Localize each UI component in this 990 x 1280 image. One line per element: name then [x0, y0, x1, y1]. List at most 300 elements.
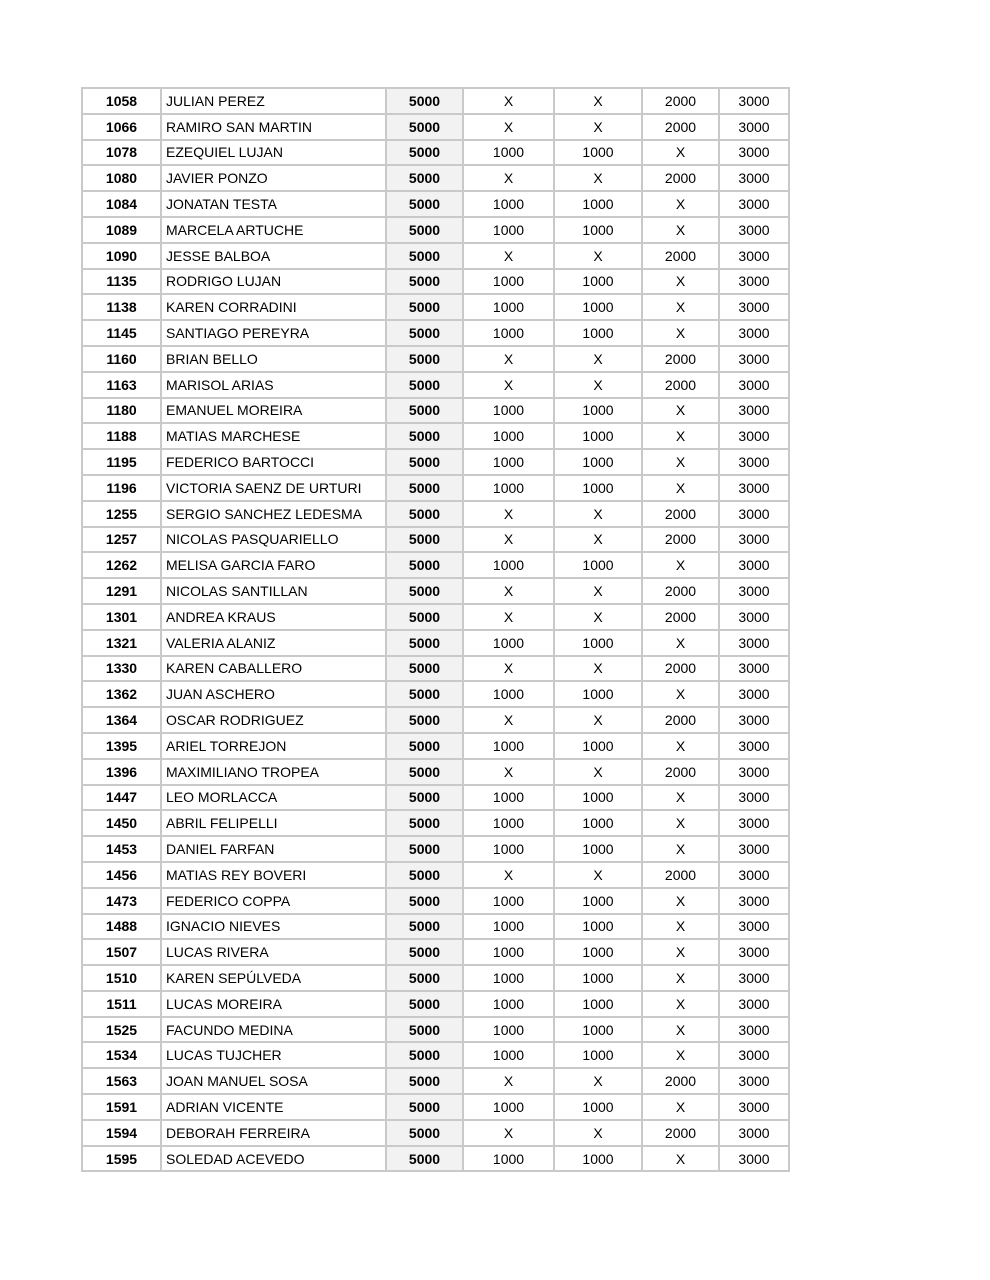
- table-row: [83, 424, 790, 450]
- amount-cell-2: X: [555, 1069, 643, 1095]
- name-cell: JESSE BALBOA: [162, 244, 387, 270]
- amount-cell-2: 1000: [555, 218, 643, 244]
- amount-cell-2: 1000: [555, 1095, 643, 1121]
- amount-cell-4: 3000: [720, 1018, 790, 1044]
- name-cell: NICOLAS SANTILLAN: [162, 579, 387, 605]
- total-cell: 5000: [387, 141, 464, 167]
- table-row: [83, 192, 790, 218]
- amount-cell-3: 2000: [643, 115, 720, 141]
- amount-cell-1: X: [464, 1069, 555, 1095]
- name-cell: JUAN ASCHERO: [162, 682, 387, 708]
- amount-cell-1: X: [464, 502, 555, 528]
- amount-cell-4: 3000: [720, 295, 790, 321]
- amount-cell-3: X: [643, 682, 720, 708]
- amount-cell-3: X: [643, 270, 720, 296]
- name-cell: JULIAN PEREZ: [162, 89, 387, 115]
- table-row: [83, 1043, 790, 1069]
- amount-cell-4: 3000: [720, 244, 790, 270]
- table-row: [83, 811, 790, 837]
- data-table: [81, 87, 790, 1172]
- amount-cell-3: 2000: [643, 863, 720, 889]
- amount-cell-1: 1000: [464, 141, 555, 167]
- amount-cell-1: 1000: [464, 1018, 555, 1044]
- id-cell: 1180: [83, 399, 162, 425]
- name-cell: IGNACIO NIEVES: [162, 915, 387, 941]
- amount-cell-2: 1000: [555, 940, 643, 966]
- amount-cell-4: 3000: [720, 579, 790, 605]
- amount-cell-2: X: [555, 579, 643, 605]
- table-row: [83, 682, 790, 708]
- amount-cell-2: X: [555, 708, 643, 734]
- amount-cell-1: 1000: [464, 992, 555, 1018]
- id-cell: 1255: [83, 502, 162, 528]
- amount-cell-3: X: [643, 966, 720, 992]
- total-cell: 5000: [387, 295, 464, 321]
- amount-cell-1: 1000: [464, 889, 555, 915]
- amount-cell-1: 1000: [464, 1147, 555, 1173]
- amount-cell-4: 3000: [720, 218, 790, 244]
- amount-cell-3: X: [643, 734, 720, 760]
- amount-cell-2: X: [555, 373, 643, 399]
- total-cell: 5000: [387, 708, 464, 734]
- table-row: [83, 940, 790, 966]
- amount-cell-2: 1000: [555, 631, 643, 657]
- amount-cell-4: 3000: [720, 811, 790, 837]
- name-cell: JONATAN TESTA: [162, 192, 387, 218]
- total-cell: 5000: [387, 476, 464, 502]
- amount-cell-3: X: [643, 424, 720, 450]
- table-row: [83, 863, 790, 889]
- total-cell: 5000: [387, 270, 464, 296]
- table-row: [83, 321, 790, 347]
- amount-cell-4: 3000: [720, 1147, 790, 1173]
- id-cell: 1078: [83, 141, 162, 167]
- name-cell: MARISOL ARIAS: [162, 373, 387, 399]
- amount-cell-2: X: [555, 657, 643, 683]
- table-row: [83, 889, 790, 915]
- table-row: [83, 1069, 790, 1095]
- name-cell: EMANUEL MOREIRA: [162, 399, 387, 425]
- amount-cell-3: 2000: [643, 166, 720, 192]
- id-cell: 1591: [83, 1095, 162, 1121]
- amount-cell-4: 3000: [720, 1043, 790, 1069]
- name-cell: FACUNDO MEDINA: [162, 1018, 387, 1044]
- total-cell: 5000: [387, 218, 464, 244]
- name-cell: KAREN SEPÚLVEDA: [162, 966, 387, 992]
- table-row: [83, 528, 790, 554]
- total-cell: 5000: [387, 734, 464, 760]
- amount-cell-3: X: [643, 1043, 720, 1069]
- amount-cell-4: 3000: [720, 966, 790, 992]
- amount-cell-1: X: [464, 166, 555, 192]
- amount-cell-2: 1000: [555, 966, 643, 992]
- name-cell: LEO MORLACCA: [162, 786, 387, 812]
- amount-cell-1: 1000: [464, 424, 555, 450]
- table-row: [83, 786, 790, 812]
- amount-cell-2: 1000: [555, 1043, 643, 1069]
- total-cell: 5000: [387, 450, 464, 476]
- table-row: [83, 1121, 790, 1147]
- amount-cell-4: 3000: [720, 657, 790, 683]
- amount-cell-4: 3000: [720, 424, 790, 450]
- total-cell: 5000: [387, 682, 464, 708]
- amount-cell-1: 1000: [464, 966, 555, 992]
- amount-cell-1: X: [464, 863, 555, 889]
- total-cell: 5000: [387, 424, 464, 450]
- amount-cell-2: X: [555, 1121, 643, 1147]
- amount-cell-4: 3000: [720, 502, 790, 528]
- amount-cell-2: 1000: [555, 295, 643, 321]
- amount-cell-1: X: [464, 347, 555, 373]
- id-cell: 1594: [83, 1121, 162, 1147]
- amount-cell-3: X: [643, 992, 720, 1018]
- total-cell: 5000: [387, 166, 464, 192]
- total-cell: 5000: [387, 966, 464, 992]
- id-cell: 1188: [83, 424, 162, 450]
- total-cell: 5000: [387, 528, 464, 554]
- amount-cell-4: 3000: [720, 347, 790, 373]
- amount-cell-4: 3000: [720, 837, 790, 863]
- amount-cell-3: 2000: [643, 605, 720, 631]
- amount-cell-1: 1000: [464, 682, 555, 708]
- id-cell: 1453: [83, 837, 162, 863]
- amount-cell-1: 1000: [464, 218, 555, 244]
- amount-cell-4: 3000: [720, 166, 790, 192]
- name-cell: MELISA GARCIA FARO: [162, 553, 387, 579]
- amount-cell-3: 2000: [643, 708, 720, 734]
- id-cell: 1196: [83, 476, 162, 502]
- table-row: [83, 89, 790, 115]
- name-cell: ADRIAN VICENTE: [162, 1095, 387, 1121]
- table-row: [83, 476, 790, 502]
- total-cell: 5000: [387, 244, 464, 270]
- total-cell: 5000: [387, 347, 464, 373]
- table-row: [83, 605, 790, 631]
- name-cell: DEBORAH FERREIRA: [162, 1121, 387, 1147]
- table-row: [83, 708, 790, 734]
- table-row: [83, 915, 790, 941]
- amount-cell-3: 2000: [643, 579, 720, 605]
- amount-cell-3: 2000: [643, 528, 720, 554]
- amount-cell-2: 1000: [555, 734, 643, 760]
- id-cell: 1395: [83, 734, 162, 760]
- total-cell: 5000: [387, 605, 464, 631]
- amount-cell-2: X: [555, 244, 643, 270]
- name-cell: SERGIO SANCHEZ LEDESMA: [162, 502, 387, 528]
- amount-cell-3: X: [643, 192, 720, 218]
- amount-cell-3: 2000: [643, 244, 720, 270]
- amount-cell-2: 1000: [555, 192, 643, 218]
- table-row: [83, 837, 790, 863]
- total-cell: 5000: [387, 399, 464, 425]
- amount-cell-4: 3000: [720, 734, 790, 760]
- table-row: [83, 760, 790, 786]
- total-cell: 5000: [387, 786, 464, 812]
- amount-cell-3: 2000: [643, 1069, 720, 1095]
- amount-cell-2: X: [555, 760, 643, 786]
- amount-cell-3: 2000: [643, 347, 720, 373]
- amount-cell-1: 1000: [464, 837, 555, 863]
- amount-cell-3: X: [643, 915, 720, 941]
- name-cell: ANDREA KRAUS: [162, 605, 387, 631]
- table-row: [83, 657, 790, 683]
- amount-cell-2: X: [555, 605, 643, 631]
- total-cell: 5000: [387, 1147, 464, 1173]
- amount-cell-4: 3000: [720, 141, 790, 167]
- id-cell: 1163: [83, 373, 162, 399]
- total-cell: 5000: [387, 1018, 464, 1044]
- amount-cell-2: 1000: [555, 553, 643, 579]
- amount-cell-3: X: [643, 1147, 720, 1173]
- id-cell: 1595: [83, 1147, 162, 1173]
- id-cell: 1525: [83, 1018, 162, 1044]
- amount-cell-3: X: [643, 399, 720, 425]
- amount-cell-4: 3000: [720, 605, 790, 631]
- amount-cell-4: 3000: [720, 760, 790, 786]
- amount-cell-2: 1000: [555, 889, 643, 915]
- amount-cell-3: 2000: [643, 373, 720, 399]
- amount-cell-4: 3000: [720, 528, 790, 554]
- table-row: [83, 373, 790, 399]
- name-cell: LUCAS RIVERA: [162, 940, 387, 966]
- amount-cell-2: X: [555, 502, 643, 528]
- amount-cell-4: 3000: [720, 1121, 790, 1147]
- amount-cell-1: 1000: [464, 940, 555, 966]
- id-cell: 1090: [83, 244, 162, 270]
- amount-cell-2: 1000: [555, 811, 643, 837]
- amount-cell-1: 1000: [464, 1095, 555, 1121]
- total-cell: 5000: [387, 192, 464, 218]
- total-cell: 5000: [387, 579, 464, 605]
- amount-cell-3: X: [643, 141, 720, 167]
- amount-cell-1: 1000: [464, 1043, 555, 1069]
- amount-cell-3: X: [643, 837, 720, 863]
- id-cell: 1534: [83, 1043, 162, 1069]
- amount-cell-3: X: [643, 940, 720, 966]
- amount-cell-4: 3000: [720, 631, 790, 657]
- amount-cell-4: 3000: [720, 476, 790, 502]
- amount-cell-4: 3000: [720, 321, 790, 347]
- amount-cell-3: X: [643, 295, 720, 321]
- name-cell: FEDERICO COPPA: [162, 889, 387, 915]
- amount-cell-3: X: [643, 218, 720, 244]
- total-cell: 5000: [387, 373, 464, 399]
- name-cell: MARCELA ARTUCHE: [162, 218, 387, 244]
- id-cell: 1084: [83, 192, 162, 218]
- table-row: [83, 115, 790, 141]
- amount-cell-1: X: [464, 115, 555, 141]
- amount-cell-2: 1000: [555, 786, 643, 812]
- amount-cell-2: 1000: [555, 424, 643, 450]
- amount-cell-4: 3000: [720, 889, 790, 915]
- amount-cell-4: 3000: [720, 270, 790, 296]
- name-cell: DANIEL FARFAN: [162, 837, 387, 863]
- amount-cell-1: X: [464, 579, 555, 605]
- name-cell: JAVIER PONZO: [162, 166, 387, 192]
- table-row: [83, 1018, 790, 1044]
- name-cell: VALERIA ALANIZ: [162, 631, 387, 657]
- amount-cell-1: X: [464, 244, 555, 270]
- amount-cell-4: 3000: [720, 192, 790, 218]
- id-cell: 1364: [83, 708, 162, 734]
- id-cell: 1321: [83, 631, 162, 657]
- total-cell: 5000: [387, 631, 464, 657]
- table-row: [83, 1147, 790, 1173]
- table-row: [83, 399, 790, 425]
- amount-cell-1: X: [464, 657, 555, 683]
- table-row: [83, 631, 790, 657]
- total-cell: 5000: [387, 115, 464, 141]
- total-cell: 5000: [387, 863, 464, 889]
- id-cell: 1089: [83, 218, 162, 244]
- amount-cell-2: X: [555, 166, 643, 192]
- id-cell: 1563: [83, 1069, 162, 1095]
- amount-cell-1: X: [464, 528, 555, 554]
- table-row: [83, 141, 790, 167]
- amount-cell-1: X: [464, 373, 555, 399]
- amount-cell-2: 1000: [555, 992, 643, 1018]
- amount-cell-4: 3000: [720, 863, 790, 889]
- amount-cell-1: 1000: [464, 631, 555, 657]
- id-cell: 1160: [83, 347, 162, 373]
- amount-cell-4: 3000: [720, 992, 790, 1018]
- name-cell: BRIAN BELLO: [162, 347, 387, 373]
- table-row: [83, 734, 790, 760]
- table-body: [83, 89, 790, 1172]
- amount-cell-2: 1000: [555, 321, 643, 347]
- amount-cell-3: 2000: [643, 657, 720, 683]
- amount-cell-1: X: [464, 605, 555, 631]
- amount-cell-1: 1000: [464, 476, 555, 502]
- amount-cell-1: 1000: [464, 192, 555, 218]
- total-cell: 5000: [387, 889, 464, 915]
- id-cell: 1488: [83, 915, 162, 941]
- amount-cell-1: 1000: [464, 450, 555, 476]
- amount-cell-3: X: [643, 811, 720, 837]
- amount-cell-4: 3000: [720, 786, 790, 812]
- amount-cell-2: X: [555, 863, 643, 889]
- amount-cell-1: 1000: [464, 295, 555, 321]
- name-cell: EZEQUIEL LUJAN: [162, 141, 387, 167]
- total-cell: 5000: [387, 553, 464, 579]
- total-cell: 5000: [387, 760, 464, 786]
- amount-cell-4: 3000: [720, 450, 790, 476]
- total-cell: 5000: [387, 992, 464, 1018]
- amount-cell-4: 3000: [720, 682, 790, 708]
- amount-cell-2: 1000: [555, 141, 643, 167]
- amount-cell-4: 3000: [720, 940, 790, 966]
- table-row: [83, 270, 790, 296]
- amount-cell-4: 3000: [720, 373, 790, 399]
- table-row: [83, 347, 790, 373]
- table-row: [83, 553, 790, 579]
- amount-cell-2: 1000: [555, 450, 643, 476]
- amount-cell-4: 3000: [720, 89, 790, 115]
- name-cell: ARIEL TORREJON: [162, 734, 387, 760]
- name-cell: LUCAS TUJCHER: [162, 1043, 387, 1069]
- amount-cell-4: 3000: [720, 553, 790, 579]
- amount-cell-2: X: [555, 347, 643, 373]
- table-row: [83, 218, 790, 244]
- total-cell: 5000: [387, 502, 464, 528]
- id-cell: 1138: [83, 295, 162, 321]
- amount-cell-3: 2000: [643, 502, 720, 528]
- id-cell: 1257: [83, 528, 162, 554]
- id-cell: 1473: [83, 889, 162, 915]
- name-cell: MATIAS REY BOVERI: [162, 863, 387, 889]
- amount-cell-3: X: [643, 1095, 720, 1121]
- total-cell: 5000: [387, 837, 464, 863]
- name-cell: MATIAS MARCHESE: [162, 424, 387, 450]
- total-cell: 5000: [387, 915, 464, 941]
- id-cell: 1450: [83, 811, 162, 837]
- amount-cell-3: 2000: [643, 89, 720, 115]
- id-cell: 1447: [83, 786, 162, 812]
- id-cell: 1507: [83, 940, 162, 966]
- id-cell: 1066: [83, 115, 162, 141]
- name-cell: JOAN MANUEL SOSA: [162, 1069, 387, 1095]
- amount-cell-2: 1000: [555, 399, 643, 425]
- amount-cell-3: X: [643, 450, 720, 476]
- amount-cell-3: 2000: [643, 760, 720, 786]
- amount-cell-1: 1000: [464, 321, 555, 347]
- table-row: [83, 295, 790, 321]
- table-row: [83, 579, 790, 605]
- id-cell: 1511: [83, 992, 162, 1018]
- amount-cell-3: X: [643, 786, 720, 812]
- id-cell: 1362: [83, 682, 162, 708]
- amount-cell-3: X: [643, 321, 720, 347]
- table-row: [83, 502, 790, 528]
- id-cell: 1058: [83, 89, 162, 115]
- id-cell: 1145: [83, 321, 162, 347]
- amount-cell-1: 1000: [464, 399, 555, 425]
- name-cell: RODRIGO LUJAN: [162, 270, 387, 296]
- total-cell: 5000: [387, 1095, 464, 1121]
- amount-cell-1: 1000: [464, 786, 555, 812]
- amount-cell-2: 1000: [555, 915, 643, 941]
- table-row: [83, 244, 790, 270]
- amount-cell-1: X: [464, 760, 555, 786]
- amount-cell-1: 1000: [464, 270, 555, 296]
- name-cell: OSCAR RODRIGUEZ: [162, 708, 387, 734]
- amount-cell-4: 3000: [720, 1095, 790, 1121]
- amount-cell-3: X: [643, 553, 720, 579]
- id-cell: 1195: [83, 450, 162, 476]
- amount-cell-2: 1000: [555, 1147, 643, 1173]
- id-cell: 1135: [83, 270, 162, 296]
- amount-cell-2: 1000: [555, 837, 643, 863]
- id-cell: 1291: [83, 579, 162, 605]
- name-cell: VICTORIA SAENZ DE URTURI: [162, 476, 387, 502]
- amount-cell-4: 3000: [720, 399, 790, 425]
- amount-cell-4: 3000: [720, 1069, 790, 1095]
- amount-cell-1: 1000: [464, 553, 555, 579]
- amount-cell-3: 2000: [643, 1121, 720, 1147]
- name-cell: FEDERICO BARTOCCI: [162, 450, 387, 476]
- total-cell: 5000: [387, 1069, 464, 1095]
- name-cell: KAREN CABALLERO: [162, 657, 387, 683]
- amount-cell-2: X: [555, 528, 643, 554]
- name-cell: KAREN CORRADINI: [162, 295, 387, 321]
- name-cell: SOLEDAD ACEVEDO: [162, 1147, 387, 1173]
- total-cell: 5000: [387, 321, 464, 347]
- total-cell: 5000: [387, 1043, 464, 1069]
- id-cell: 1301: [83, 605, 162, 631]
- amount-cell-3: X: [643, 889, 720, 915]
- amount-cell-2: 1000: [555, 682, 643, 708]
- amount-cell-3: X: [643, 631, 720, 657]
